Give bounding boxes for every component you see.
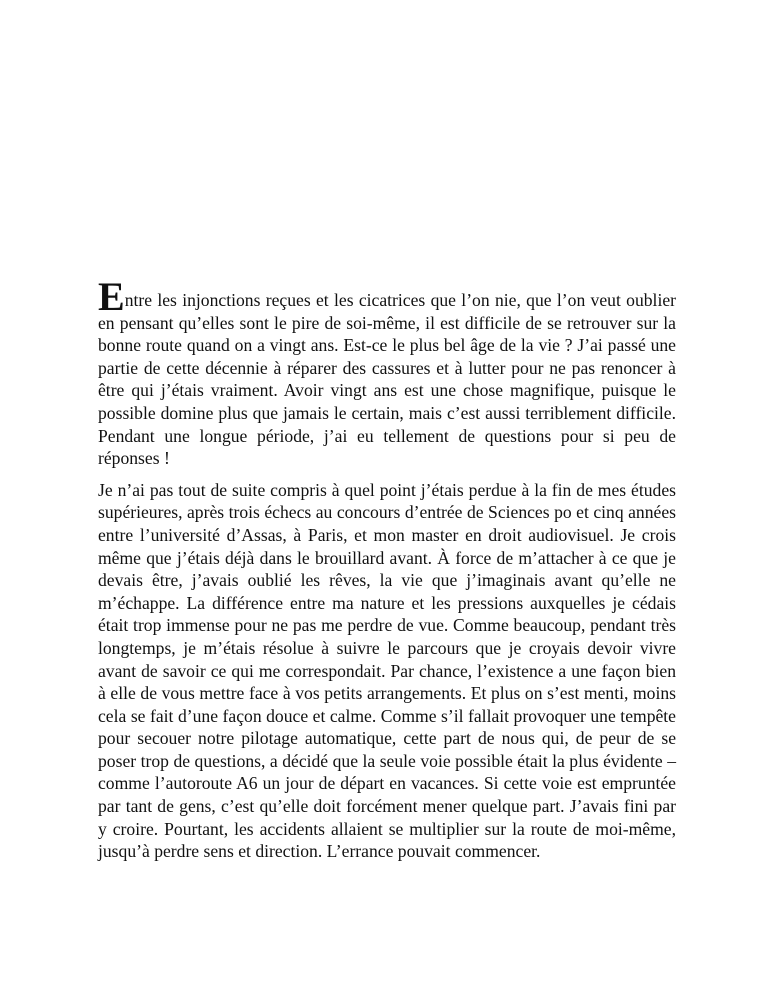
body-text (98, 274, 676, 863)
paragraph-2: Je n’ai pas tout de suite compris à quel point j’étais perdue à la fin de mes études supérieures, après trois échecs au concours d’entrée de Sciences po et cinq années entre l’université d’Assas, à Paris, et mon master en droit audiovisuel. Je crois même que j’étais déjà dans le brouillard avant. À force de m’attacher à ce que je devais être, j’avais oublié les rêves, la vie que j’imaginais avant qu’elle ne m’échappe. La différence entre ma nature et les pressions auxquelles je cédais était trop immense pour ne pas me perdre de vue. Comme beaucoup, pendant très longtemps, je m’étais résolue à suivre le parcours que je croyais devoir vivre avant de savoir ce qui me correspondait. Par chance, l’existence a une façon bien à elle de vous mettre face à vos petits arrangements. Et plus on s’est menti, moins cela se fait d’une façon douce et calme. Comme s’il fallait provoquer une tempête pour secouer notre pilotage automatique, cette part de nous qui, de peur de se poser trop de questions, a décidé que la seule voie possible était la plus évidente – comme l’autoroute A6 un jour de départ en vacances. Si cette voie est empruntée par tant de gens, c’est qu’elle doit forcément mener quelque part. J’avais fini par y croire. Pourtant, les accidents allaient se multiplier sur la route de moi-même, jusqu’à perdre sens et direction. L’errance pouvait commencer. (98, 479, 676, 862)
paragraph-1 (98, 274, 676, 470)
paragraph-1-text: ntre les injonctions reçues et les cicatrices que l’on nie, que l’on veut oublier en pensant qu’elles sont le pire de soi-même, il est difficile de se retrouver sur la bonne route quand on a vingt ans. Est-ce le plus bel âge de la vie ? J’ai passé une partie de cette décennie à réparer des cassures et à lutter pour ne pas renoncer à être qui j’étais vraiment. Avoir vingt ans est une chose magnifique, puisque le possible domine plus que jamais le certain, mais c’est aussi terriblement difficile. Pendant une longue période, j’ai eu tellement de questions pour si peu de réponses ! (98, 290, 676, 469)
drop-cap: E (98, 274, 125, 319)
